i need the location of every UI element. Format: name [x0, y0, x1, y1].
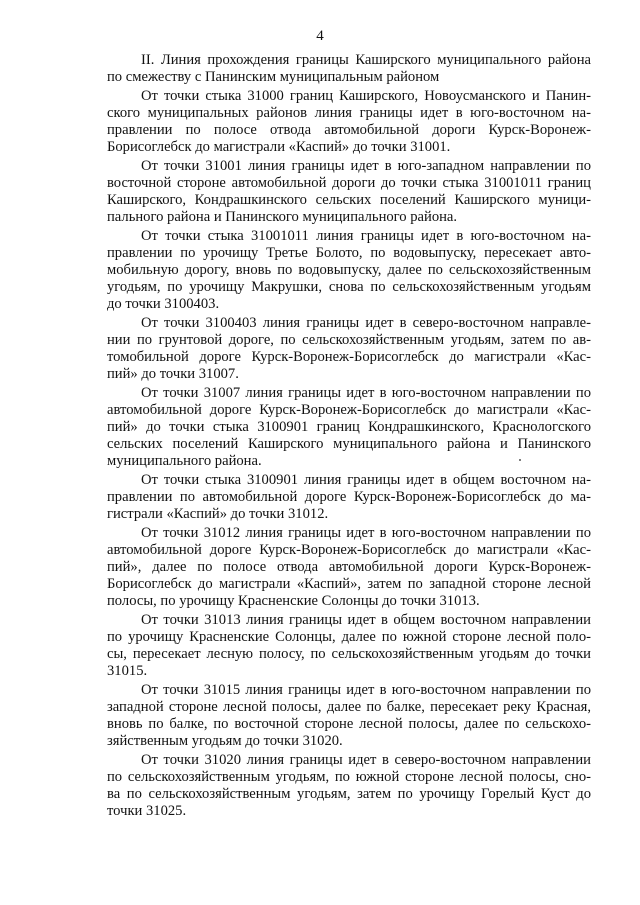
- page-number: 4: [316, 28, 324, 44]
- text-line: нии по грунтовой дороге, по сельскохозяйственным угодьям, затем по ав-: [107, 332, 591, 348]
- text-line: западной стороне лесной полосы, далее по балке, пересекает реку Красная,: [107, 699, 591, 715]
- text-line: От точки стыка 31000 границ Каширского, Новоусманского и Панин-: [141, 88, 591, 104]
- text-line: автомобильной дороге Курск-Воронеж-Борисоглебск до магистрали «Кас-: [107, 542, 591, 558]
- text-line: От точки 31001 линия границы идет в юго-западном направлении по: [141, 158, 591, 174]
- paragraph: [107, 752, 591, 820]
- text-line: автомобильной дороге Курск-Воронеж-Борисоглебск до магистрали «Кас-: [107, 402, 591, 418]
- text-line: Каширского, Кондрашкинского сельских поселений Каширского муници-: [107, 192, 591, 208]
- text-line: точки 31025.: [107, 803, 187, 819]
- text-line: правлении по автомобильной дороге Курск-Воронеж-Борисоглебск до ма-: [107, 489, 591, 505]
- paragraph: [107, 472, 591, 523]
- text-line: От точки стыка 31001011 линия границы идет в юго-восточном на-: [141, 228, 591, 244]
- text-line: От точки 31015 линия границы идет в юго-восточном направлении по: [141, 682, 591, 698]
- text-line: томобильной дороге Курск-Воронеж-Борисоглебск до магистрали «Кас-: [107, 349, 591, 365]
- paragraph: [107, 228, 591, 313]
- document-body: [107, 52, 591, 822]
- text-line: ского муниципальных районов линия границы идет в юго-восточном на-: [107, 105, 591, 121]
- text-line: пального района и Панинского муниципального района.: [107, 209, 458, 225]
- scan-speck: [519, 459, 521, 461]
- text-line: полосы, по урочищу Красненские Солонцы до точки 31013.: [107, 593, 480, 609]
- paragraph: [107, 315, 591, 383]
- text-line: 31015.: [107, 663, 148, 679]
- text-line: пий», далее по полосе отвода автомобильной дороги Курск-Воронеж-: [107, 559, 591, 575]
- text-line: восточной стороне автомобильной дороги до точки стыка 31001011 границ: [107, 175, 591, 191]
- text-line: угодьям, по урочищу Макрушки, снова по сельскохозяйственным угодьям: [107, 279, 591, 295]
- text-line: ва по сельскохозяйственным угодьям, затем по урочищу Горелый Куст до: [107, 786, 591, 802]
- text-line: сы, пересекает лесную полосу, по сельскохозяйственным угодьям до точки: [107, 646, 591, 662]
- text-line: Борисоглебск до магистрали «Каспий», затем по западной стороне лесной: [107, 576, 591, 592]
- paragraph: [107, 158, 591, 226]
- paragraph: [107, 88, 591, 156]
- text-line: От точки стыка 3100901 линия границы идет в общем восточном на-: [141, 472, 591, 488]
- text-line: по смежеству с Панинским муниципальным районом: [107, 69, 440, 85]
- paragraph: [107, 612, 591, 680]
- text-line: От точки 31020 линия границы идет в северо-восточном направлении: [141, 752, 591, 768]
- paragraph: [107, 525, 591, 610]
- paragraph: [107, 682, 591, 750]
- text-line: пий» до точки 31007.: [107, 366, 239, 382]
- text-line: муниципального района.: [107, 453, 262, 469]
- text-line: От точки 31013 линия границы идет в общем восточном направлении: [141, 612, 591, 628]
- text-line: Борисоглебск до магистрали «Каспий» до точки 31001.: [107, 139, 451, 155]
- text-line: II. Линия прохождения границы Каширского муниципального района: [141, 52, 591, 68]
- text-line: по урочищу Красненские Солонцы, далее по южной стороне лесной поло-: [107, 629, 591, 645]
- text-line: От точки 3100403 линия границы идет в северо-восточном направле-: [141, 315, 591, 331]
- text-line: по сельскохозяйственным угодьям, по южной стороне лесной полосы, сно-: [107, 769, 591, 785]
- text-line: правлении по урочищу Третье Болото, по водовыпуску, пересекает авто-: [107, 245, 591, 261]
- text-line: вновь по балке, по восточной стороне лесной полосы, далее по сельскохо-: [107, 716, 591, 732]
- text-line: пий» до точки стыка 3100901 границ Кондрашкинского, Краснологского: [107, 419, 591, 435]
- text-line: гистрали «Каспий» до точки 31012.: [107, 506, 329, 522]
- text-line: сельских поселений Каширского муниципального района и Панинского: [107, 436, 591, 452]
- text-line: до точки 3100403.: [107, 296, 220, 312]
- paragraph: [107, 385, 591, 470]
- section-heading: [107, 52, 591, 86]
- text-line: От точки 31007 линия границы идет в юго-восточном направлении по: [141, 385, 591, 401]
- text-line: От точки 31012 линия границы идет в юго-восточном направлении по: [141, 525, 591, 541]
- text-line: правлении по полосе отвода автомобильной дороги Курск-Воронеж-: [107, 122, 591, 138]
- text-line: мобильную дорогу, вновь по водовыпуску, далее по сельскохозяйственным: [107, 262, 591, 278]
- text-line: зяйственным угодьям до точки 31020.: [107, 733, 343, 749]
